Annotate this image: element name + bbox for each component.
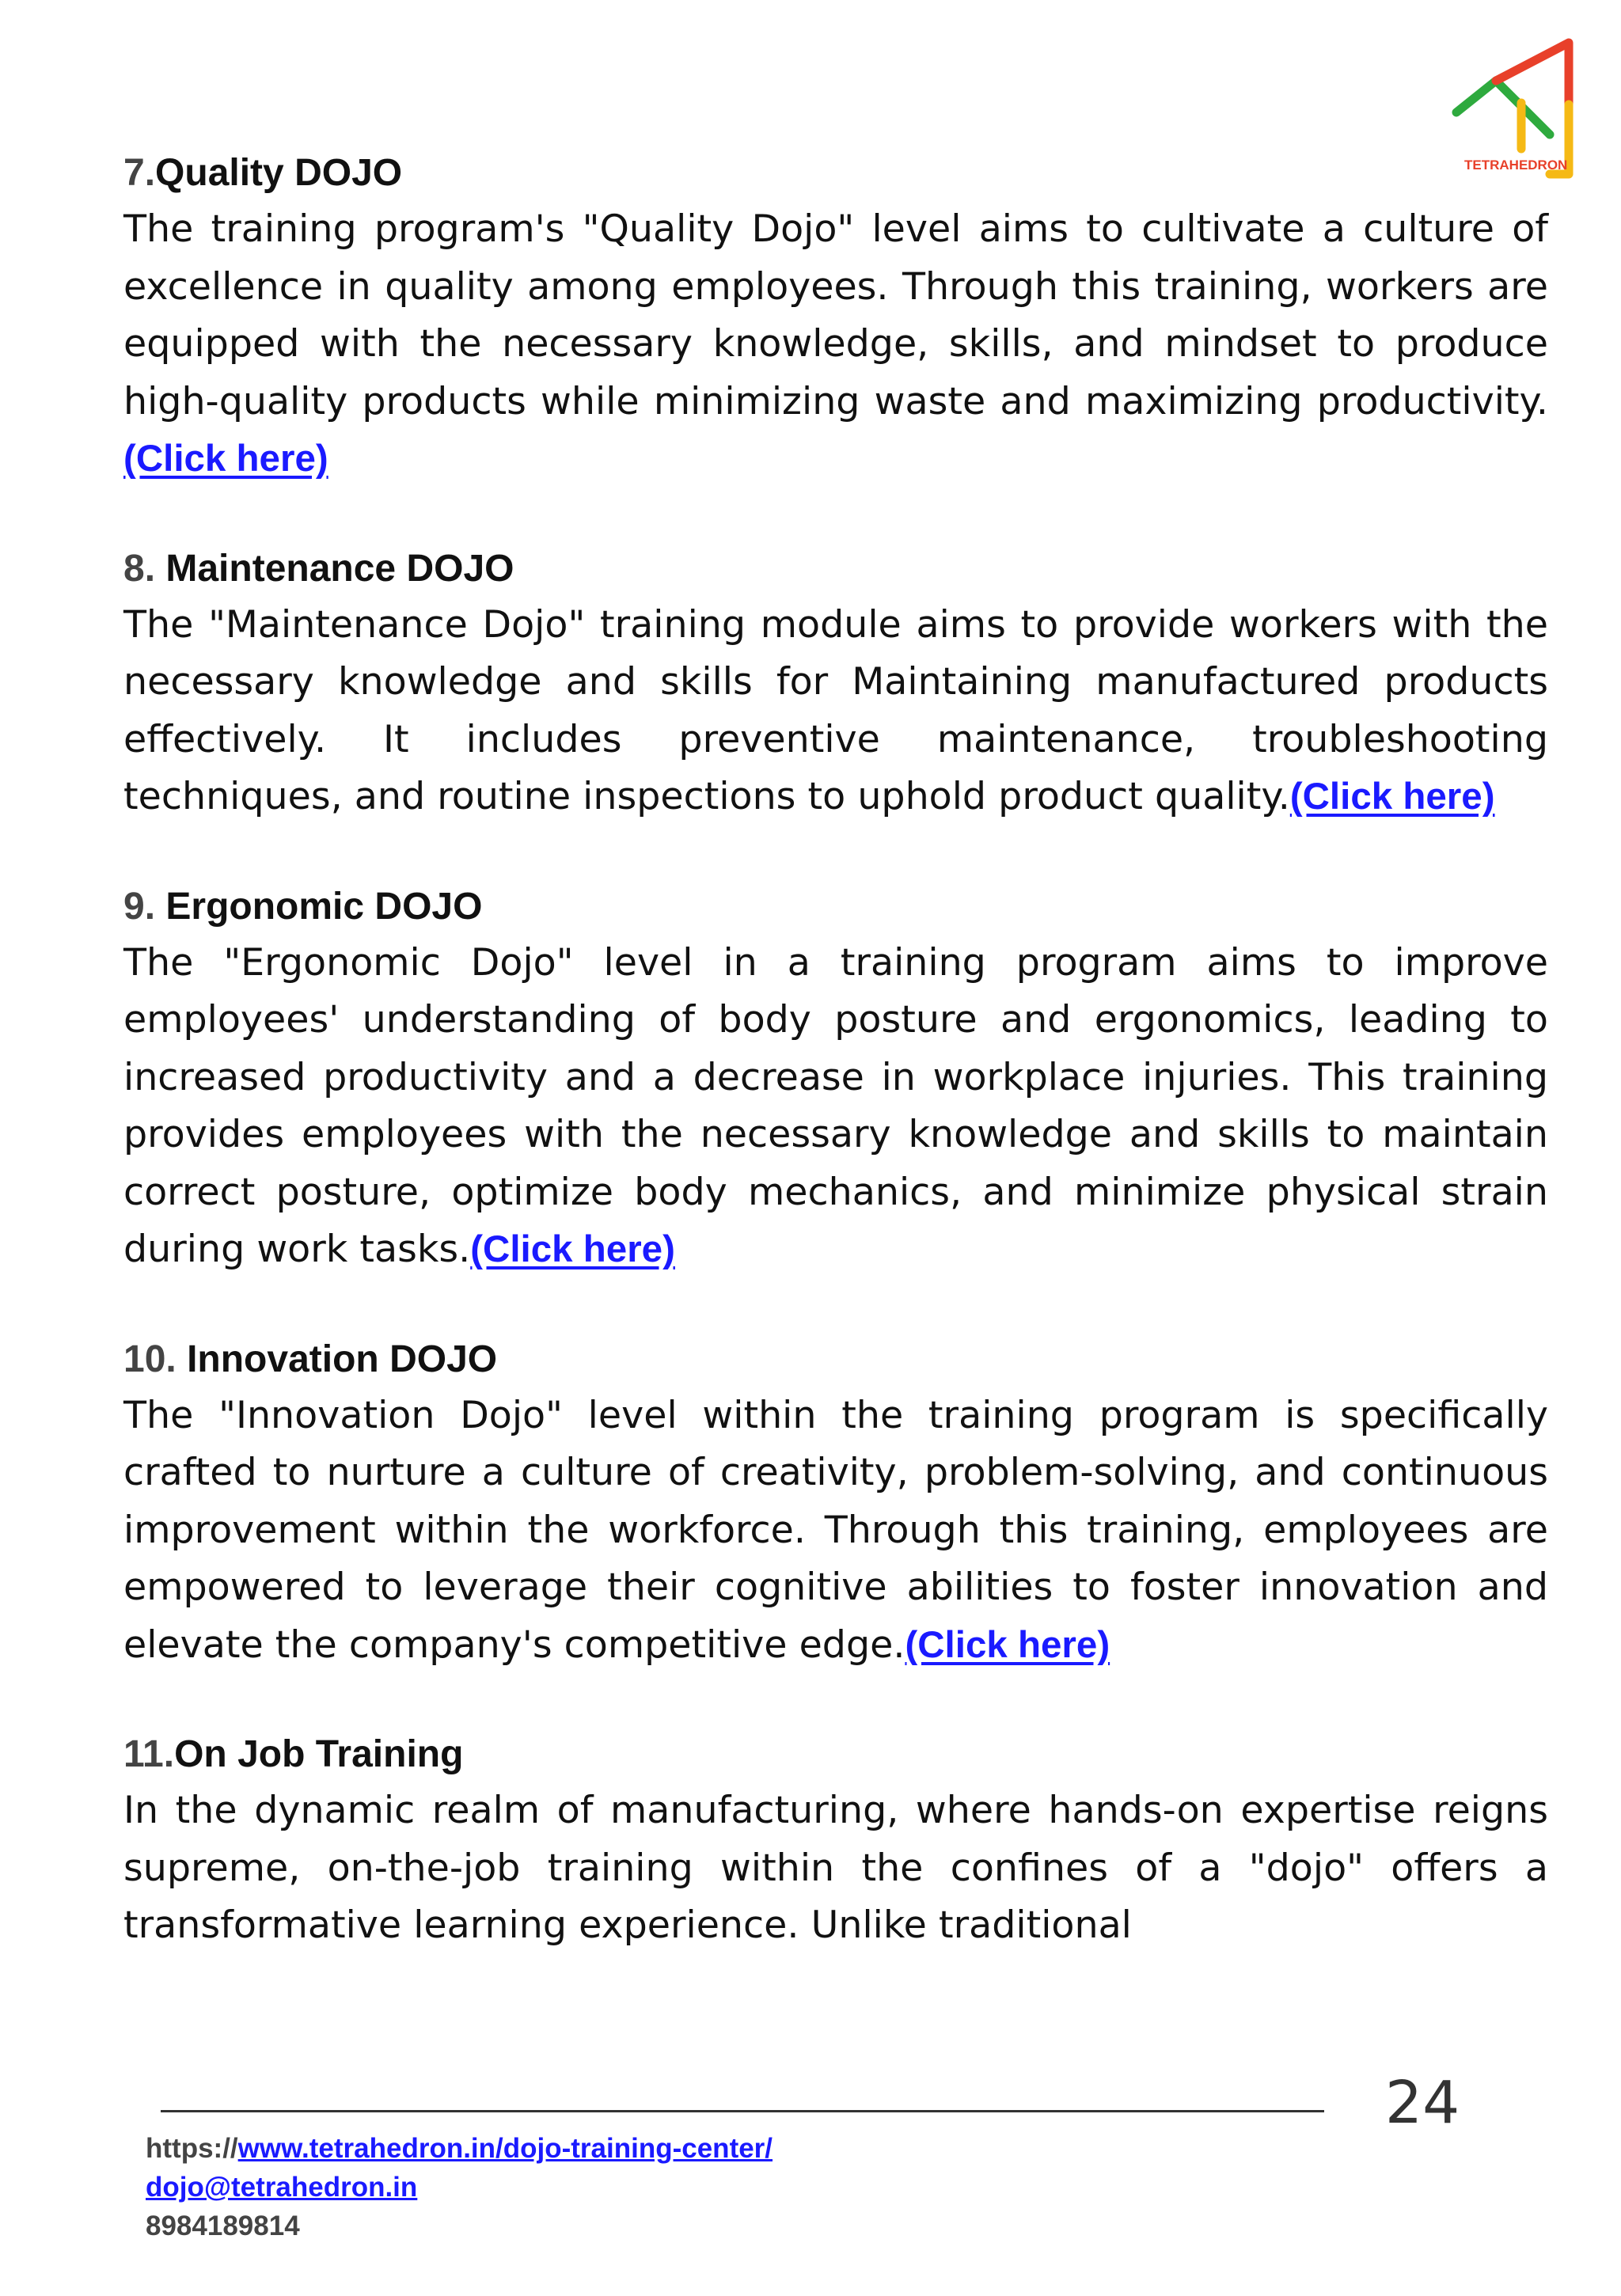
content <box>123 150 1548 2013</box>
section-title: Innovation DOJO <box>187 1338 498 1380</box>
section-number: 10. <box>123 1338 177 1380</box>
section-ergonomic-dojo <box>123 884 1548 1279</box>
section-heading <box>123 1337 1548 1383</box>
email-link[interactable]: dojo@tetrahedron.in <box>146 2172 418 2203</box>
click-here-link[interactable]: (Click here) <box>1289 776 1495 818</box>
section-innovation-dojo <box>123 1337 1548 1675</box>
section-heading <box>123 884 1548 930</box>
footer-contact <box>146 2129 773 2245</box>
section-maintenance-dojo <box>123 546 1548 826</box>
section-body <box>123 1387 1548 1675</box>
section-title: Ergonomic DOJO <box>165 885 483 928</box>
section-text: The "Innovation Dojo" level within the training program is specifically crafted to nurture a culture of creativity, problem-solving, and continuous improvement within the workforce. Through this training, employees are empowered to leverage their cognitive abilities to foster innovation and elevate the company's competitive edge. <box>123 1393 1548 1667</box>
click-here-link[interactable]: (Click here) <box>905 1623 1110 1666</box>
section-title: Maintenance DOJO <box>165 547 514 590</box>
section-text: The training program's "Quality Dojo" level aims to cultivate a culture of excellence in quality among employees. Through this training, workers are equipped with the necessary knowledge, skills, and mindset to produce high-quality products while minimizing waste and maximizing productivity. <box>123 207 1548 423</box>
section-body <box>123 1782 1548 1955</box>
section-body <box>123 201 1548 488</box>
section-body <box>123 597 1548 826</box>
section-number: 8. <box>123 547 156 590</box>
website-link[interactable]: www.tetrahedron.in/dojo-training-center/ <box>237 2133 773 2164</box>
section-heading <box>123 1732 1548 1778</box>
footer-url <box>146 2129 773 2168</box>
click-here-link[interactable]: (Click here) <box>123 438 328 480</box>
section-title: On Job Training <box>174 1733 464 1775</box>
footer-divider <box>161 2110 1324 2112</box>
section-body <box>123 935 1548 1279</box>
logo-wordmark: TETRAHEDRON <box>1464 157 1568 173</box>
section-title: Quality DOJO <box>155 152 403 194</box>
section-number: 11. <box>123 1733 175 1775</box>
section-number: 7. <box>123 152 156 194</box>
section-text: In the dynamic realm of manufacturing, where hands-on expertise reigns supreme, on-the-job training within the confines of a "dojo" offers a transformative learning experience. Unlike traditional <box>123 1789 1548 1947</box>
section-number: 9. <box>123 885 156 928</box>
footer-phone: 8984189814 <box>146 2211 300 2241</box>
section-heading <box>123 546 1548 592</box>
section-text: The "Maintenance Dojo" training module aims to provide workers with the necessary knowledge and skills for Maintaining manufactured products effectively. It includes preventive maintenance, troubleshooting techniques, and routine inspections to uphold product quality. <box>123 602 1548 818</box>
click-here-link[interactable]: (Click here) <box>470 1228 675 1270</box>
section-heading <box>123 150 1548 196</box>
section-text: The "Ergonomic Dojo" level in a training program aims to improve employees' understanding of body posture and ergonomics, leading to increased productivity and a decrease in workplace injuries. This training provides employees with the necessary knowledge and skills to maintain correct posture, optimize body mechanics, and minimize physical strain during work tasks. <box>123 940 1548 1271</box>
section-quality-dojo <box>123 150 1548 488</box>
section-on-job-training <box>123 1732 1548 1955</box>
page-number: 24 <box>1385 2069 1460 2137</box>
footer-url-prefix: https:// <box>146 2133 238 2164</box>
